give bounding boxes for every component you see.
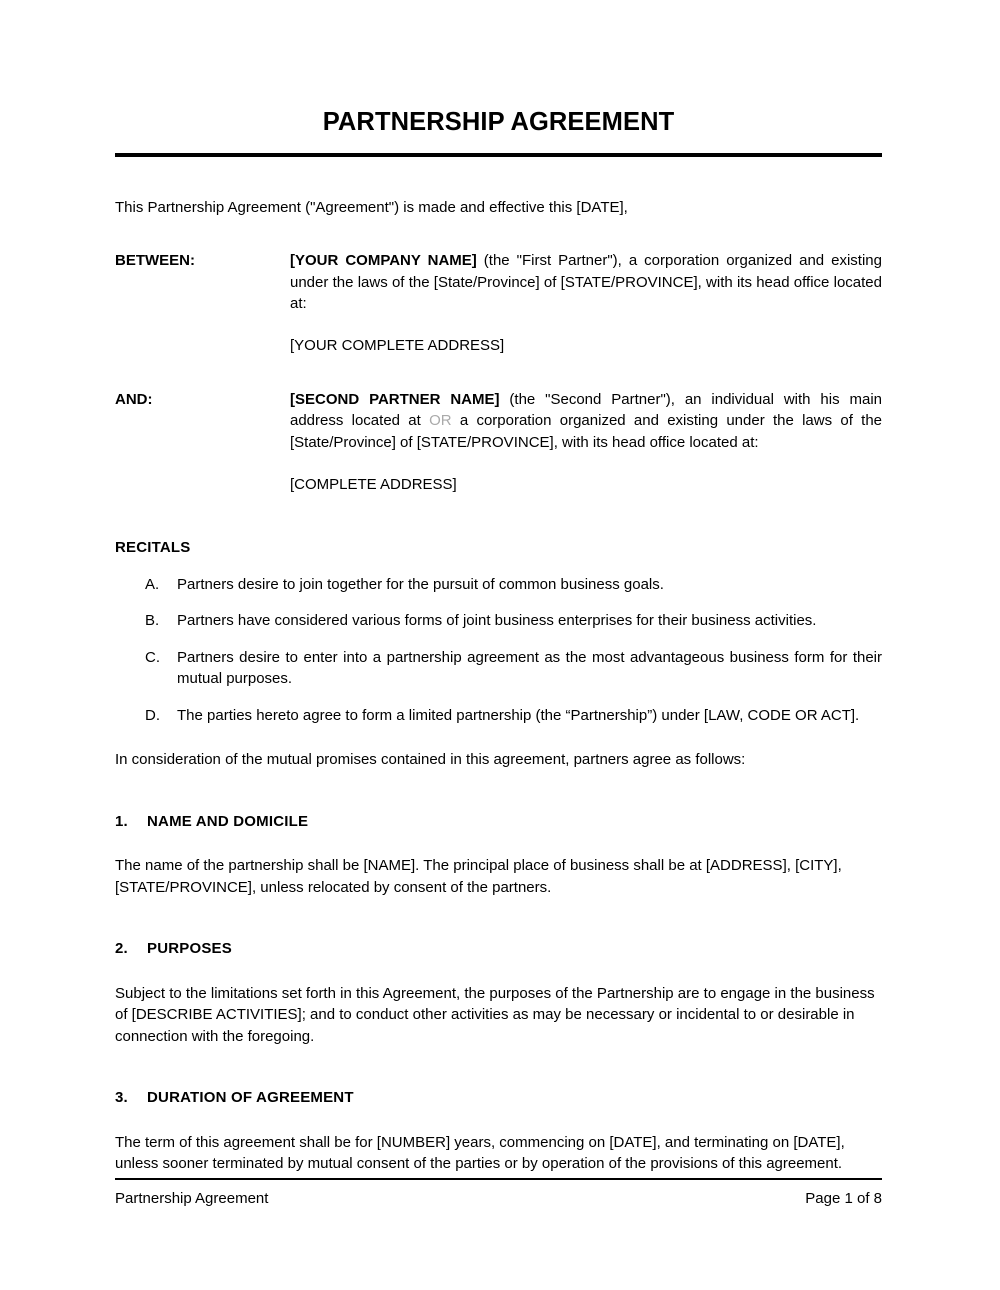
section-number: 3. [115, 1089, 128, 1107]
party-label-and: AND: [115, 390, 153, 408]
recital-text: Partners desire to enter into a partnership agreement as the most advantageous business form for their mutual purposes. [177, 648, 882, 688]
recital-item [115, 574, 882, 596]
recital-item [115, 647, 882, 690]
recital-marker: C. [145, 648, 160, 666]
recital-text: The parties hereto agree to form a limited partnership (the “Partnership”) under [LAW, CODE OR ACT]. [177, 706, 860, 724]
recital-text: Partners desire to join together for the pursuit of common business goals. [177, 575, 664, 593]
document-body [115, 0, 882, 1175]
party-description-between [290, 250, 882, 315]
party-body-between [290, 250, 882, 357]
section-title: PURPOSES [147, 940, 232, 958]
party-description-after-or: a corporation organized and existing under the laws of the [State/Province] of [STATE/PROVINCE], with its head office located at: [290, 412, 882, 451]
section-body: Subject to the limitations set forth in this Agreement, the purposes of the Partnership are to engage in the business of [DESCRIBE ACTIVITIES]; and to conduct other activities as may be necessary or incidental to or desirable in connection with the foregoing. [115, 984, 875, 1045]
footer-row [115, 1188, 882, 1209]
page-footer [115, 1178, 882, 1209]
recitals-list [115, 574, 882, 727]
recital-marker: D. [145, 706, 160, 724]
section-number: 1. [115, 812, 128, 830]
recital-text: Partners have considered various forms of joint business enterprises for their business activities. [177, 612, 817, 630]
party-description-and [290, 389, 882, 454]
party-address-first-partner: [YOUR COMPLETE ADDRESS] [290, 337, 505, 355]
intro-paragraph: This Partnership Agreement ("Agreement") is made and effective this [DATE], [115, 198, 628, 216]
page-title: PARTNERSHIP AGREEMENT [322, 108, 675, 136]
footer-document-name: Partnership Agreement [115, 1190, 269, 1207]
section-purposes [115, 938, 882, 1047]
recitals-heading: RECITALS [115, 539, 191, 557]
recital-item [115, 610, 882, 632]
party-address-second-partner: [COMPLETE ADDRESS] [290, 475, 457, 493]
section-body: The term of this agreement shall be for [NUMBER] years, commencing on [DATE], and terminating on [DATE], unless sooner terminated by mutual consent of the parties or by operation of the provisions of this agreement. [115, 1133, 845, 1173]
section-heading [115, 938, 882, 960]
section-duration-of-agreement [115, 1087, 882, 1175]
or-alternative-token: OR [429, 412, 452, 430]
party-body-and [290, 389, 882, 496]
party-name-second-partner: [SECOND PARTNER NAME] [290, 390, 500, 408]
party-block-and [115, 389, 882, 496]
section-heading [115, 811, 882, 833]
title-divider [115, 153, 882, 157]
footer-page-number: Page 1 of 8 [805, 1190, 882, 1207]
recital-item [115, 705, 882, 727]
section-body: The name of the partnership shall be [NAME]. The principal place of business shall be at [ADDRESS], [CITY], [STATE/PROVINCE], unless relocated by consent of the partners. [115, 857, 842, 896]
party-description-text-first-partner: (the "First Partner"), a corporation organized and existing under the laws of the [State/Province] of [STATE/PROVINCE], with its head office located at: [290, 252, 882, 313]
section-title: NAME AND DOMICILE [147, 812, 309, 830]
footer-divider [115, 1178, 882, 1180]
section-name-and-domicile [115, 811, 882, 899]
party-description-before-or: (the "Second Partner"), an individual with his main address located at [290, 390, 882, 430]
section-number: 2. [115, 940, 128, 958]
recital-marker: B. [145, 612, 160, 630]
party-label-between: BETWEEN: [115, 252, 195, 270]
recital-marker: A. [145, 575, 160, 593]
section-heading [115, 1087, 882, 1109]
consideration-paragraph: In consideration of the mutual promises contained in this agreement, partners agree as follows: [115, 751, 746, 769]
party-name-first-partner: [YOUR COMPANY NAME] [290, 252, 477, 270]
section-title: DURATION OF AGREEMENT [147, 1089, 354, 1107]
party-block-between [115, 250, 882, 357]
